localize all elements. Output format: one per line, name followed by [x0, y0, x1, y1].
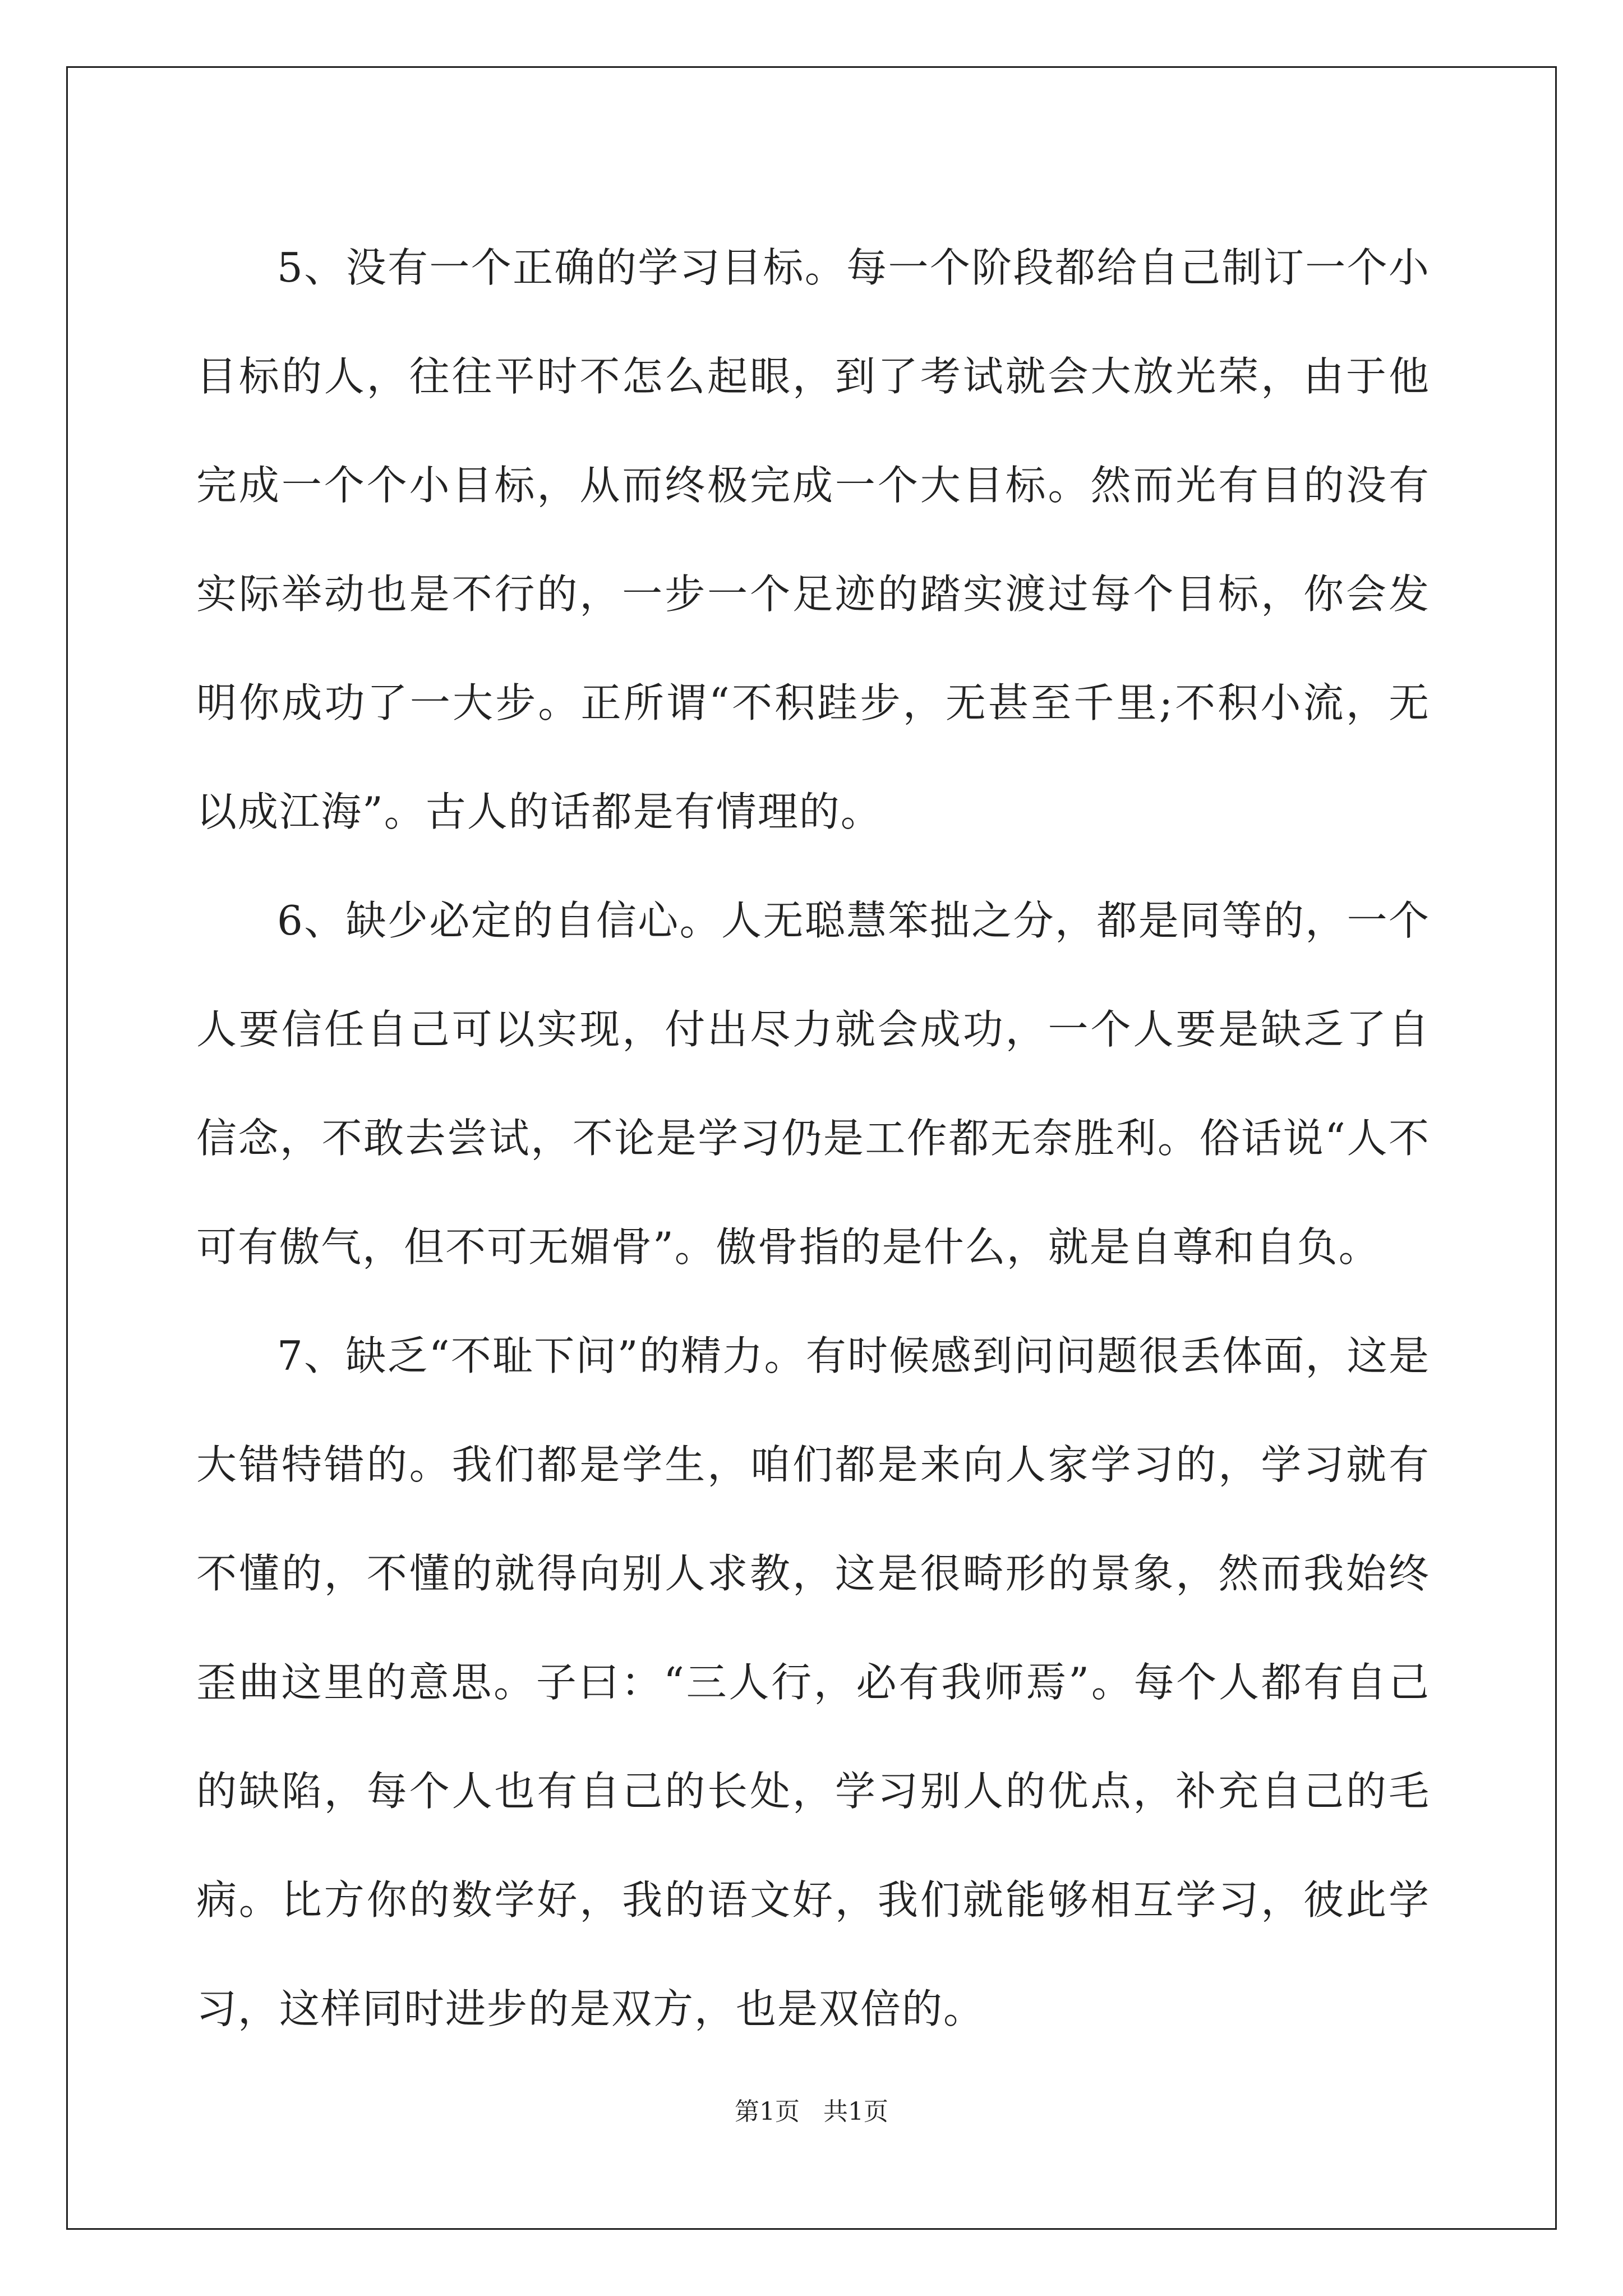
paragraph-6: 6、缺少必定的自信心。人无聪慧笨拙之分，都是同等的，一个人要信任自己可以实现，付出尽力就会成功，一个人要是缺乏了自信念，不敢去尝试，不论是学习仍是工作都无奈胜利。俗话说“人不可有傲气，但不可无媚骨”。傲骨指的是什么，就是自尊和自负。 — [196, 897, 1430, 1271]
paragraph-7: 7、缺乏“不耻下问”的精力。有时候感到问问题很丢体面，这是大错特错的。我们都是学生，咱们都是来向人家学习的，学习就有不懂的，不懂的就得向别人求教，这是很畸形的景象，然而我始终歪曲这里的意思。子曰：“三人行，必有我师焉”。每个人都有自己的缺陷，每个人也有自己的长处，学习别人的优点，补充自己的毛病。比方你的数学好，我的语文好，我们就能够相互学习，彼此学习，这样同时进步的是双方，也是双倍的。 — [196, 1332, 1430, 2032]
page-footer — [0, 2095, 1623, 2129]
page-total: 共1页 — [823, 2097, 888, 2126]
page-number: 第1页 — [735, 2097, 800, 2126]
document-body — [196, 213, 1430, 2063]
paragraph-5: 5、没有一个正确的学习目标。每一个阶段都给自己制订一个小目标的人，往往平时不怎么起眼，到了考试就会大放光荣，由于他完成一个个小目标，从而终极完成一个大目标。然而光有目的没有实际举动也是不行的，一步一个足迹的踏实渡过每个目标，你会发明你成功了一大步。正所谓“不积跬步，无甚至千里;不积小流，无以成江海”。古人的话都是有情理的。 — [196, 244, 1430, 835]
